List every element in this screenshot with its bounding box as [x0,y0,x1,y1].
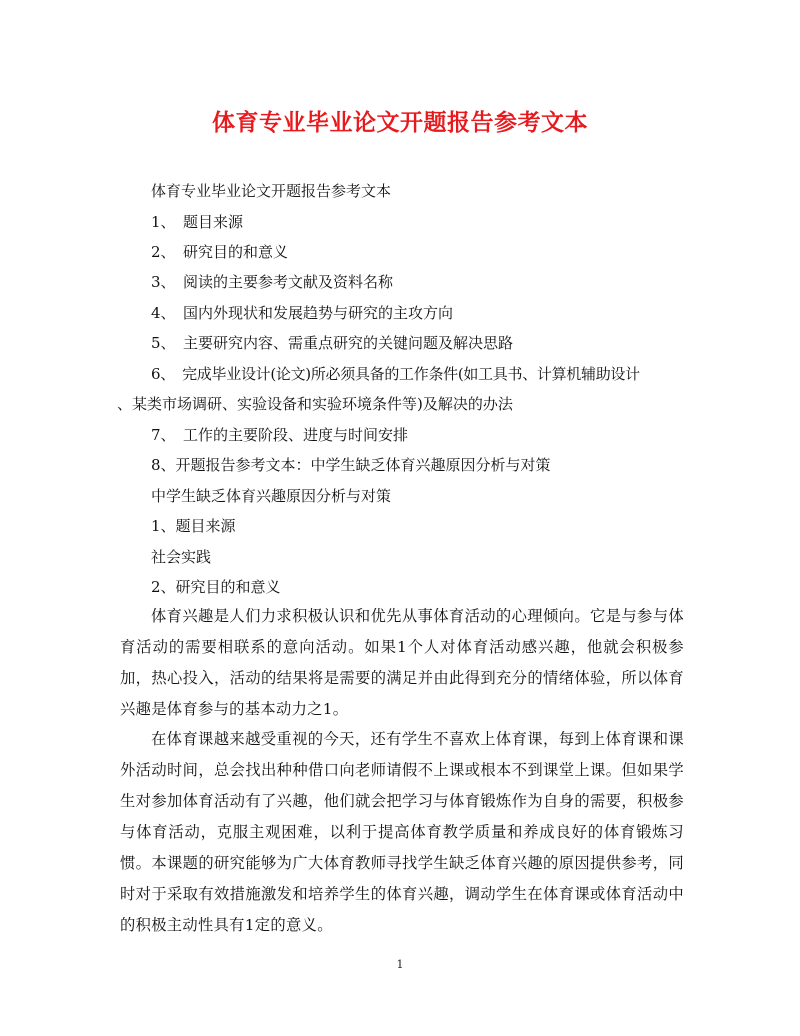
text-line: 5、 主要研究内容、需重点研究的关键问题及解决思路 [151,334,514,352]
document-title: 体育专业毕业论文开题报告参考文本 [212,109,588,136]
text-line: 3、 阅读的主要参考文献及资料名称 [151,273,394,291]
text-line: 体育专业毕业论文开题报告参考文本 [151,182,392,200]
text-line: 中学生缺乏体育兴趣原因分析与对策 [151,487,392,505]
body-paragraph: 在体育课越来越受重视的今天，还有学生不喜欢上体育课，每到上体育课和课外活动时间，总会找出种种借口向老师请假不上课或根本不到课堂上课。但如果学生对参加体育活动有了兴趣，他们就会把学习与体育锻炼作为自身的需要，积极参与体育活动，克服主观困难，以利于提高体育教学质量和养成良好的体育锻炼习惯。本课题的研究能够为广大体育教师寻找学生缺乏体育兴趣的原因提供参考，同时对于采取有效措施激发和培养学生的体育兴趣，调动学生在体育课或体育活动中的积极主动性具有1定的意义。 [120,730,684,934]
text-line: 2、研究目的和意义 [151,578,281,596]
text-line: 1、题目来源 [151,517,236,535]
text-line: 6、 完成毕业设计(论文)所必须具备的工作条件(如工具书、计算机辅助设计 [151,365,640,383]
text-line: 8、开题报告参考文本：中学生缺乏体育兴趣原因分析与对策 [151,456,551,474]
text-line: 7、 工作的主要阶段、进度与时间安排 [151,426,409,444]
text-line: 、某类市场调研、实验设备和实验环境条件等)及解决的办法 [117,395,513,413]
page-number: 1 [396,958,404,971]
text-line: 社会实践 [151,548,212,566]
text-line: 4、 国内外现状和发展趋势与研究的主攻方向 [151,304,454,322]
body-paragraph: 体育兴趣是人们力求积极认识和优先从事体育活动的心理倾向。它是与参与体育活动的需要相联系的意向活动。如果1个人对体育活动感兴趣，他就会积极参加，热心投入，活动的结果将是需要的满足并由此得到充分的情绪体验，所以体育兴趣是体育参与的基本动力之1。 [120,607,684,718]
text-line: 1、 题目来源 [151,213,244,231]
text-line: 2、 研究目的和意义 [151,243,289,261]
